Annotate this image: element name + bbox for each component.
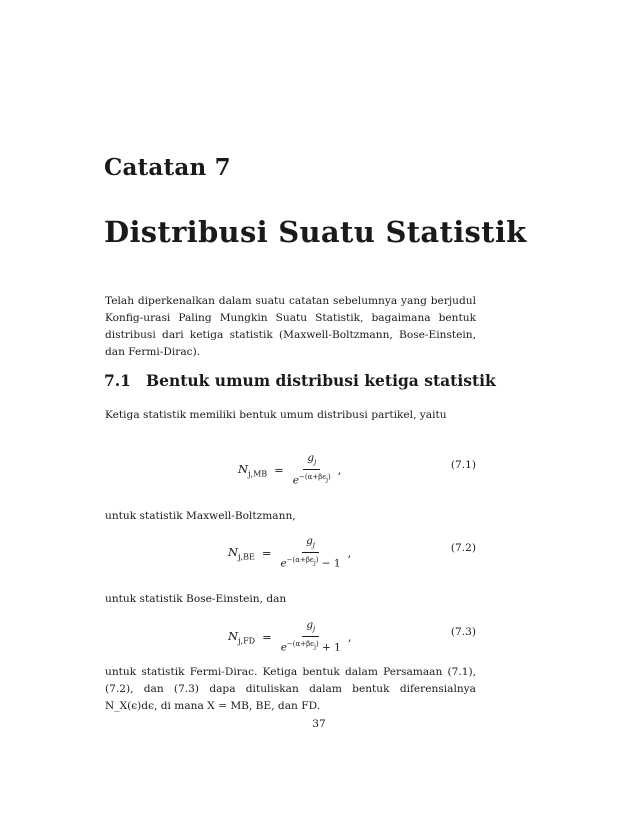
section-number: 7.1 <box>104 371 131 390</box>
numerator: $g_j$ <box>303 452 320 470</box>
equation-lhs: $N_{j,BE}$ <box>228 544 255 561</box>
equation-number: (7.2) <box>450 542 476 554</box>
fraction <box>278 535 342 571</box>
equation-7-1 <box>105 452 476 487</box>
equation-number: (7.3) <box>450 626 476 638</box>
equation-7-3 <box>105 619 476 654</box>
chapter-title: Distribusi Suatu Statistik <box>104 215 527 249</box>
equation-number: (7.1) <box>450 459 476 471</box>
section-heading <box>104 371 496 390</box>
intro-paragraph: Telah diperkenalkan dalam suatu catatan sebelumnya yang berjudul Konfig-urasi Paling Mungkin Suatu Statistik, bagaimana bentuk distribusi dari ketiga statistik (Maxwell-Boltzmann, Bose-Einstein, dan Fermi-Dirac). <box>105 295 476 358</box>
equals-sign: = <box>274 462 284 477</box>
paragraph-before-eq1: Ketiga statistik memiliki bentuk umum distribusi partikel, yaitu <box>105 409 447 421</box>
numerator: $g_j$ <box>302 535 319 553</box>
denominator: $e^{-(\alpha+\beta\epsilon_j)}$ <box>292 473 331 487</box>
denominator: $e^{-(\alpha+\beta\epsilon_j)} - 1$ <box>280 556 341 570</box>
fraction <box>291 452 333 488</box>
equals-sign: = <box>261 545 272 560</box>
equation-punctuation: , <box>347 545 352 560</box>
paragraph-after-eq1: untuk statistik Maxwell-Boltzmann, <box>105 510 296 522</box>
equals-sign: = <box>262 629 272 644</box>
paragraph-after-eq2: untuk statistik Bose-Einstein, dan <box>105 593 287 605</box>
numerator: $g_j$ <box>302 619 319 637</box>
chapter-label: Catatan 7 <box>104 154 231 181</box>
equation-7-2 <box>105 535 476 570</box>
section-title: Bentuk umum distribusi ketiga statistik <box>146 371 496 390</box>
equation-punctuation: , <box>347 629 352 644</box>
page-number: 37 <box>312 718 326 730</box>
denominator: $e^{-(\alpha+\beta\epsilon_j)} + 1$ <box>280 640 341 654</box>
equation-punctuation: , <box>337 462 342 477</box>
closing-paragraph: untuk statistik Fermi-Dirac. Ketiga bentuk dalam Persamaan (7.1), (7.2), dan (7.3) dapa dituliskan dalam bentuk diferensialnya N_X(ϵ)dϵ, di mana X = MB, BE, dan FD. <box>105 666 476 712</box>
equation-lhs: $N_{j,MB}$ <box>238 461 268 478</box>
equation-lhs: $N_{j,FD}$ <box>228 628 256 645</box>
fraction <box>279 619 343 655</box>
